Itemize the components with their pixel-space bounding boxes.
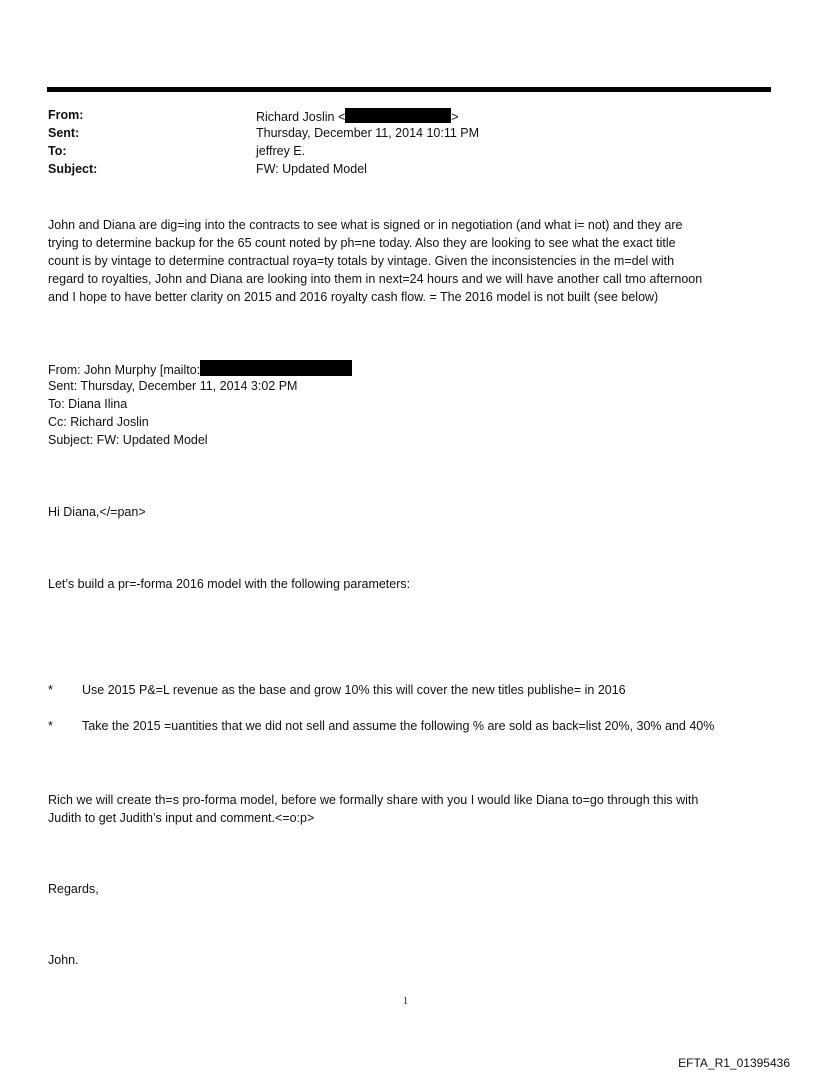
sent-value: Thursday, December 11, 2014 10:11 PM	[256, 126, 480, 140]
from-value	[256, 108, 459, 124]
header-divider	[47, 87, 771, 92]
page-number: 1	[403, 996, 408, 1007]
from-label: From:	[48, 108, 84, 122]
signature: John.	[48, 953, 79, 967]
subject-value: FW: Updated Model	[256, 162, 367, 176]
bullet-text: Take the 2015 =uantities that we did not sell and assume the following % are sold as back=list 20%, 30% and 40%	[82, 719, 715, 733]
to-value: jeffrey E.	[256, 144, 306, 158]
body-line: count is by vintage to determine contractual roya=ty totals by vintage. Given the inconsistencies in the m=del with	[48, 254, 675, 268]
forward-cc: Cc: Richard Joslin	[48, 415, 149, 429]
closing-line: Rich we will create th=s pro-forma model, before we formally share with you I would like Diana to=go through this with	[48, 793, 699, 807]
forward-subject: Subject: FW: Updated Model	[48, 433, 208, 447]
bullet-text: Use 2015 P&=L revenue as the base and grow 10% this will cover the new titles publishe= in 2016	[82, 683, 626, 697]
greeting: Hi Diana,</=pan>	[48, 505, 146, 519]
body-line: trying to determine backup for the 65 count noted by ph=ne today. Also they are looking to see what the exact title	[48, 236, 676, 250]
body-line: and I hope to have better clarity on 2015 and 2016 royalty cash flow. = The 2016 model is not built (see below)	[48, 290, 659, 304]
subject-label: Subject:	[48, 162, 98, 176]
bullet-mark: *	[48, 683, 53, 697]
sent-label: Sent:	[48, 126, 80, 140]
regards: Regards,	[48, 882, 99, 896]
forward-to: To: Diana Ilina	[48, 397, 128, 411]
body-line: regard to royalties, John and Diana are looking into them in next=24 hours and we will have another call tmo afternoon	[48, 272, 703, 286]
document-id: EFTA_R1_01395436	[678, 1056, 790, 1070]
closing-line: Judith to get Judith’s input and comment.<=o:p>	[48, 811, 315, 825]
body-line: John and Diana are dig=ing into the contracts to see what is signed or in negotiation (and what i= not) and they are	[48, 218, 683, 232]
redaction-box	[200, 360, 352, 376]
from-close: >	[451, 110, 459, 124]
intro-line: Let’s build a pr=-forma 2016 model with the following parameters:	[48, 577, 411, 591]
bullet-mark: *	[48, 719, 53, 733]
forward-from-text: From: John Murphy [mailto:	[48, 363, 201, 377]
to-label: To:	[48, 144, 67, 158]
from-name: Richard Joslin <	[256, 110, 346, 124]
forward-sent: Sent: Thursday, December 11, 2014 3:02 PM	[48, 379, 298, 393]
redaction-box	[345, 108, 451, 123]
